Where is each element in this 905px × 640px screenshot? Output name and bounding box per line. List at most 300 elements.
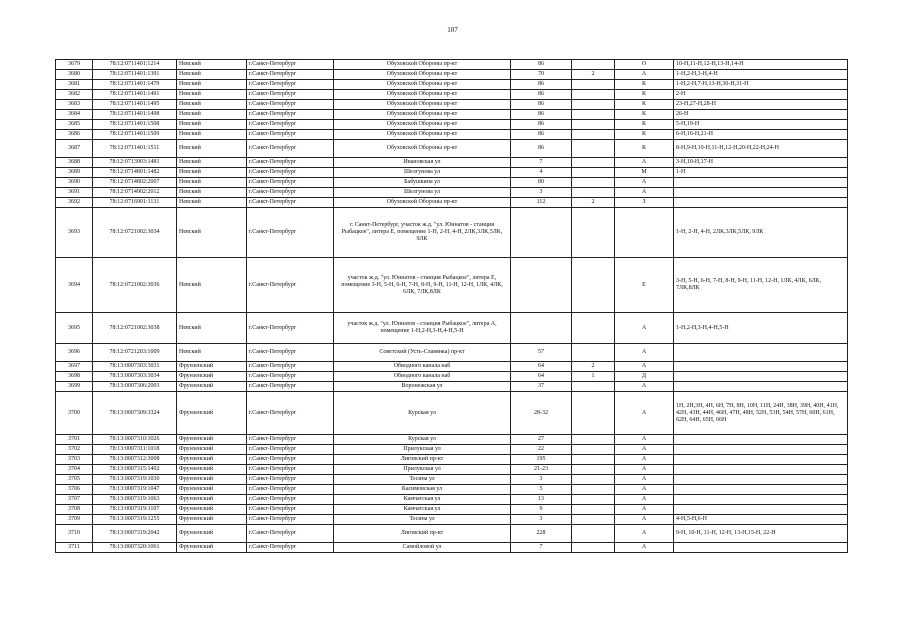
table-row [56,168,848,178]
house-number: 86 [511,120,572,130]
litera-code: К [615,80,674,90]
table-row [56,435,848,445]
building-number: 2 [572,362,615,372]
row-number: 3705 [56,475,93,485]
table-row [56,495,848,505]
street-address: Обуховской Обороны пр-кт [334,80,511,90]
house-number: 86 [511,130,572,140]
building-number: 1 [572,372,615,382]
house-number: 5 [511,485,572,495]
house-number: 86 [511,60,572,70]
district-name: Невский [177,158,247,168]
table-row [56,505,848,515]
house-number: 86 [511,140,572,158]
city-name: г.Санкт-Петербург [247,382,334,392]
premises-list [674,382,848,392]
house-number [511,258,572,313]
street-address: Обуховской Обороны пр-кт [334,120,511,130]
building-number [572,208,615,258]
litera-code: К [615,100,674,110]
litera-code: А [615,382,674,392]
cadastral-number: 78:13:0007319:1030 [93,475,177,485]
building-number [572,543,615,553]
table-row [56,100,848,110]
building-number [572,465,615,475]
cadastral-number: 78:13:0007303:3034 [93,372,177,382]
building-number [572,505,615,515]
cadastral-number: 78:12:0711401:1491 [93,90,177,100]
premises-list [674,543,848,553]
building-number [572,475,615,485]
table-row [56,130,848,140]
district-name: Невский [177,70,247,80]
building-number [572,110,615,120]
building-number [572,140,615,158]
row-number: 3693 [56,208,93,258]
district-name: Фрунзенский [177,382,247,392]
premises-list: 26-Н [674,110,848,120]
cadastral-number: 78:13:0007319:1107 [93,505,177,515]
table-row [56,60,848,70]
premises-list: 23-Н,27-Н,28-Н [674,100,848,110]
row-number: 3683 [56,100,93,110]
street-address: Лиговский пр-кт [334,455,511,465]
property-registry-table [55,59,848,553]
cadastral-number: 78:12:0711401:1509 [93,130,177,140]
house-number: 28-32 [511,392,572,435]
cadastral-number: 78:12:0714902:2012 [93,188,177,198]
premises-list: 3-Н,10-Н,17-Н [674,158,848,168]
cadastral-number: 78:13:0007310:1026 [93,435,177,445]
table-row [56,525,848,543]
row-number: 3707 [56,495,93,505]
city-name: г.Санкт-Петербург [247,465,334,475]
building-number [572,258,615,313]
table-row [56,372,848,382]
row-number: 3685 [56,120,93,130]
street-address: Обводного канала наб [334,372,511,382]
cadastral-number: 78:12:0711401:1508 [93,120,177,130]
city-name: г.Санкт-Петербург [247,258,334,313]
house-number: 70 [511,70,572,80]
street-address: Обуховской Обороны пр-кт [334,60,511,70]
building-number [572,100,615,110]
street-address: Шелгунова ул [334,168,511,178]
district-name: Невский [177,208,247,258]
street-address: Обуховской Обороны пр-кт [334,100,511,110]
street-address: Камчатская ул [334,505,511,515]
table-row [56,158,848,168]
row-number: 3692 [56,198,93,208]
house-number: 4 [511,168,572,178]
city-name: г.Санкт-Петербург [247,455,334,465]
house-number: 228 [511,525,572,543]
table-row [56,90,848,100]
table-row [56,140,848,158]
litera-code: А [615,515,674,525]
premises-list [674,445,848,455]
house-number: 86 [511,90,572,100]
city-name: г.Санкт-Петербург [247,505,334,515]
premises-list [674,485,848,495]
house-number: 21-23 [511,465,572,475]
premises-list: 1Н, 2Н,3Н, 4Н, 6Н, 7Н, 8Н, 10Н, 11Н, 24Н, 38Н, 39Н, 40Н, 41Н, 42Н, 43Н, 44Н, 46Н, 47Н, 48Н, 52Н, 53Н, 54Н, 57Н, 60Н, 61Н, 62Н, 64Н, 65Н, 66Н [674,392,848,435]
district-name: Фрунзенский [177,485,247,495]
city-name: г.Санкт-Петербург [247,543,334,553]
cadastral-number: 78:12:0711401:1391 [93,70,177,80]
premises-list: 4-Н,5-Н,6-Н [674,515,848,525]
street-address: г. Санкт-Петербург, участок ж.д. "ул. Юннатов - станция Рыбацкое", литера Е, помещение 1-Н, 2-Н, 4-Н, 2ЛК,3ЛК,5ЛК, 9ЛК [334,208,511,258]
premises-list [674,362,848,372]
row-number: 3700 [56,392,93,435]
table-row [56,70,848,80]
building-number [572,158,615,168]
cadastral-number: 78:13:0007306:2003 [93,382,177,392]
house-number: 57 [511,344,572,362]
city-name: г.Санкт-Петербург [247,178,334,188]
building-number [572,60,615,70]
district-name: Невский [177,344,247,362]
litera-code: А [615,475,674,485]
district-name: Фрунзенский [177,543,247,553]
street-address: Обуховской Обороны пр-кт [334,70,511,80]
row-number: 3702 [56,445,93,455]
house-number: 13 [511,495,572,505]
row-number: 3699 [56,382,93,392]
cadastral-number: 78:12:0711401:1495 [93,100,177,110]
house-number: 7 [511,543,572,553]
district-name: Фрунзенский [177,392,247,435]
district-name: Фрунзенский [177,495,247,505]
street-address: Обуховской Обороны пр-кт [334,90,511,100]
city-name: г.Санкт-Петербург [247,90,334,100]
district-name: Невский [177,120,247,130]
street-address: Обуховской Обороны пр-кт [334,198,511,208]
district-name: Невский [177,140,247,158]
district-name: Невский [177,100,247,110]
district-name: Фрунзенский [177,372,247,382]
row-number: 3695 [56,313,93,344]
page-number: 107 [447,26,458,34]
district-name: Фрунзенский [177,525,247,543]
litera-code: А [615,543,674,553]
table-row [56,465,848,475]
row-number: 3681 [56,80,93,90]
row-number: 3682 [56,90,93,100]
cadastral-number: 78:13:0007312:3008 [93,455,177,465]
house-number: 64 [511,362,572,372]
city-name: г.Санкт-Петербург [247,344,334,362]
district-name: Фрунзенский [177,362,247,372]
litera-code: А [615,465,674,475]
house-number: 86 [511,110,572,120]
cadastral-number: 78:12:0721203:1009 [93,344,177,362]
row-number: 3679 [56,60,93,70]
street-address: Обуховской Обороны пр-кт [334,130,511,140]
cadastral-number: 78:13:0007319:1063 [93,495,177,505]
table-row [56,445,848,455]
litera-code: А [615,435,674,445]
cadastral-number: 78:13:0007303:3031 [93,362,177,372]
house-number: 27 [511,435,572,445]
litera-code: А [615,445,674,455]
street-address: Воронежская ул [334,382,511,392]
litera-code: А [615,188,674,198]
row-number: 3710 [56,525,93,543]
premises-list: 3-Н, 5-Н, 6-Н, 7-Н, 8-Н, 9-Н, 11-Н, 12-Н, 1ЛК, 4ЛК, 6ЛК, 7ЛК,8ЛК [674,258,848,313]
street-address: Тосина ул [334,515,511,525]
cadastral-number: 78:12:0721002:3036 [93,258,177,313]
building-number [572,495,615,505]
premises-list [674,344,848,362]
street-address: Самойловой ул [334,543,511,553]
row-number: 3696 [56,344,93,362]
house-number: 3 [511,188,572,198]
row-number: 3703 [56,455,93,465]
row-number: 3680 [56,70,93,80]
street-address: Обводного канала наб [334,362,511,372]
litera-code: М [615,168,674,178]
city-name: г.Санкт-Петербург [247,110,334,120]
district-name: Невский [177,80,247,90]
premises-list: 10-Н,11-Н,12-Н,13-Н,14-Н [674,60,848,70]
table-row [56,198,848,208]
district-name: Фрунзенский [177,505,247,515]
cadastral-number: 78:12:0721002:3038 [93,313,177,344]
city-name: г.Санкт-Петербург [247,168,334,178]
district-name: Невский [177,313,247,344]
house-number: 7 [511,158,572,168]
table-row [56,344,848,362]
table-row [56,110,848,120]
city-name: г.Санкт-Петербург [247,313,334,344]
street-address: участок ж.д. "ул. Юннатов - станция Рыбацкое", литера А, помещение 1-Н,2-Н,3-Н,4-Н,5-Н [334,313,511,344]
cadastral-number: 78:12:0714801:1482 [93,168,177,178]
registry-body [56,60,848,553]
district-name: Невский [177,188,247,198]
street-address: Курская ул [334,392,511,435]
street-address: Камчатская ул [334,495,511,505]
premises-list: 9-Н, 10-Н, 11-Н, 12-Н, 13-Н,15-Н, 22-Н [674,525,848,543]
premises-list: 1-Н [674,168,848,178]
district-name: Невский [177,168,247,178]
building-number [572,80,615,90]
district-name: Невский [177,130,247,140]
house-number: 86 [511,80,572,90]
table-row [56,475,848,485]
city-name: г.Санкт-Петербург [247,70,334,80]
litera-code: З [615,198,674,208]
district-name: Фрунзенский [177,465,247,475]
district-name: Невский [177,60,247,70]
building-number [572,455,615,465]
table-row [56,382,848,392]
cadastral-number: 78:13:0007311:1018 [93,445,177,455]
premises-list [674,198,848,208]
cadastral-number: 78:12:0711401:1498 [93,110,177,120]
premises-list [674,465,848,475]
city-name: г.Санкт-Петербург [247,525,334,543]
street-address: Курская ул [334,435,511,445]
house-number: 9 [511,505,572,515]
cadastral-number: 78:12:0721002:3034 [93,208,177,258]
house-number: 22 [511,445,572,455]
litera-code: А [615,495,674,505]
litera-code: А [615,455,674,465]
table-row [56,208,848,258]
litera-code [615,208,674,258]
building-number [572,392,615,435]
cadastral-number: 78:13:0007319:2042 [93,525,177,543]
litera-code: О [615,60,674,70]
table-row [56,362,848,372]
litera-code: А [615,392,674,435]
building-number [572,130,615,140]
premises-list: 1-Н,2-Н,3-Н,4-Н [674,70,848,80]
city-name: г.Санкт-Петербург [247,60,334,70]
row-number: 3691 [56,188,93,198]
premises-list: 8-Н,9-Н,10-Н,11-Н,12-Н,20-Н,22-Н,24-Н [674,140,848,158]
city-name: г.Санкт-Петербург [247,362,334,372]
premises-list [674,188,848,198]
city-name: г.Санкт-Петербург [247,392,334,435]
table-row [56,455,848,465]
litera-code: А [615,362,674,372]
row-number: 3706 [56,485,93,495]
litera-code: К [615,90,674,100]
row-number: 3704 [56,465,93,475]
street-address: участок ж.д. "ул. Юннатов - станция Рыбацкое", литера Е, помещение 3-Н, 5-Н, 6-Н, 7-Н, 8-Н, 9-Н, 11-Н, 12-Н, 1ЛК, 4ЛК, 6ЛК, 7ЛК,8ЛК [334,258,511,313]
house-number: 86 [511,100,572,110]
litera-code: К [615,130,674,140]
cadastral-number: 78:12:0711401:1479 [93,80,177,90]
district-name: Невский [177,90,247,100]
premises-list [674,455,848,465]
city-name: г.Санкт-Петербург [247,80,334,90]
house-number [511,313,572,344]
district-name: Фрунзенский [177,435,247,445]
premises-list [674,475,848,485]
city-name: г.Санкт-Петербург [247,485,334,495]
row-number: 3708 [56,505,93,515]
premises-list [674,372,848,382]
litera-code: А [615,505,674,515]
city-name: г.Санкт-Петербург [247,120,334,130]
street-address: Шелгунова ул [334,188,511,198]
premises-list: 2-Н [674,90,848,100]
table-row [56,188,848,198]
cadastral-number: 78:12:0716901:1131 [93,198,177,208]
city-name: г.Санкт-Петербург [247,372,334,382]
building-number: 2 [572,198,615,208]
litera-code: А [615,344,674,362]
district-name: Невский [177,178,247,188]
cadastral-number: 78:13:0007320:1061 [93,543,177,553]
litera-code: К [615,110,674,120]
street-address: Тосина ул [334,475,511,485]
cadastral-number: 78:12:0713903:1481 [93,158,177,168]
cadastral-number: 78:12:0711401:1214 [93,60,177,70]
building-number [572,435,615,445]
building-number [572,178,615,188]
table-row [56,120,848,130]
building-number [572,515,615,525]
litera-code: А [615,485,674,495]
premises-list [674,178,848,188]
table-row [56,258,848,313]
building-number [572,188,615,198]
street-address: Прилукская ул [334,445,511,455]
litera-code: А [615,525,674,543]
city-name: г.Санкт-Петербург [247,208,334,258]
table-row [56,515,848,525]
city-name: г.Санкт-Петербург [247,130,334,140]
building-number [572,344,615,362]
cadastral-number: 78:13:0007319:1047 [93,485,177,495]
building-number: 2 [572,70,615,80]
row-number: 3689 [56,168,93,178]
building-number [572,313,615,344]
house-number: 112 [511,198,572,208]
city-name: г.Санкт-Петербург [247,198,334,208]
district-name: Невский [177,258,247,313]
cadastral-number: 78:12:0714802:2007 [93,178,177,188]
house-number: 64 [511,372,572,382]
row-number: 3690 [56,178,93,188]
table-row [56,313,848,344]
row-number: 3698 [56,372,93,382]
litera-code: А [615,313,674,344]
premises-list: 6-Н,16-Н,21-Н [674,130,848,140]
table-row [56,543,848,553]
building-number [572,90,615,100]
table-row [56,485,848,495]
cadastral-number: 78:13:0007315:1402 [93,465,177,475]
house-number: 3 [511,475,572,485]
city-name: г.Санкт-Петербург [247,435,334,445]
building-number [572,382,615,392]
row-number: 3688 [56,158,93,168]
city-name: г.Санкт-Петербург [247,158,334,168]
litera-code: Е [615,258,674,313]
row-number: 3697 [56,362,93,372]
litera-code: А [615,70,674,80]
building-number [572,168,615,178]
city-name: г.Санкт-Петербург [247,188,334,198]
city-name: г.Санкт-Петербург [247,475,334,485]
house-number: 80 [511,178,572,188]
building-number [572,120,615,130]
building-number [572,525,615,543]
premises-list [674,435,848,445]
premises-list [674,505,848,515]
district-name: Фрунзенский [177,445,247,455]
row-number: 3701 [56,435,93,445]
street-address: Обуховской Обороны пр-кт [334,140,511,158]
row-number: 3711 [56,543,93,553]
premises-list: 1-Н, 2-Н, 4-Н, 2ЛК,3ЛК,5ЛК, 9ЛК [674,208,848,258]
cadastral-number: 78:12:0711401:1511 [93,140,177,158]
city-name: г.Санкт-Петербург [247,515,334,525]
cadastral-number: 78:13:0007319:1255 [93,515,177,525]
row-number: 3687 [56,140,93,158]
premises-list [674,495,848,505]
street-address: Касимовская ул [334,485,511,495]
house-number: 195 [511,455,572,465]
house-number: 3 [511,515,572,525]
premises-list: 5-Н,19-Н [674,120,848,130]
table-row [56,178,848,188]
